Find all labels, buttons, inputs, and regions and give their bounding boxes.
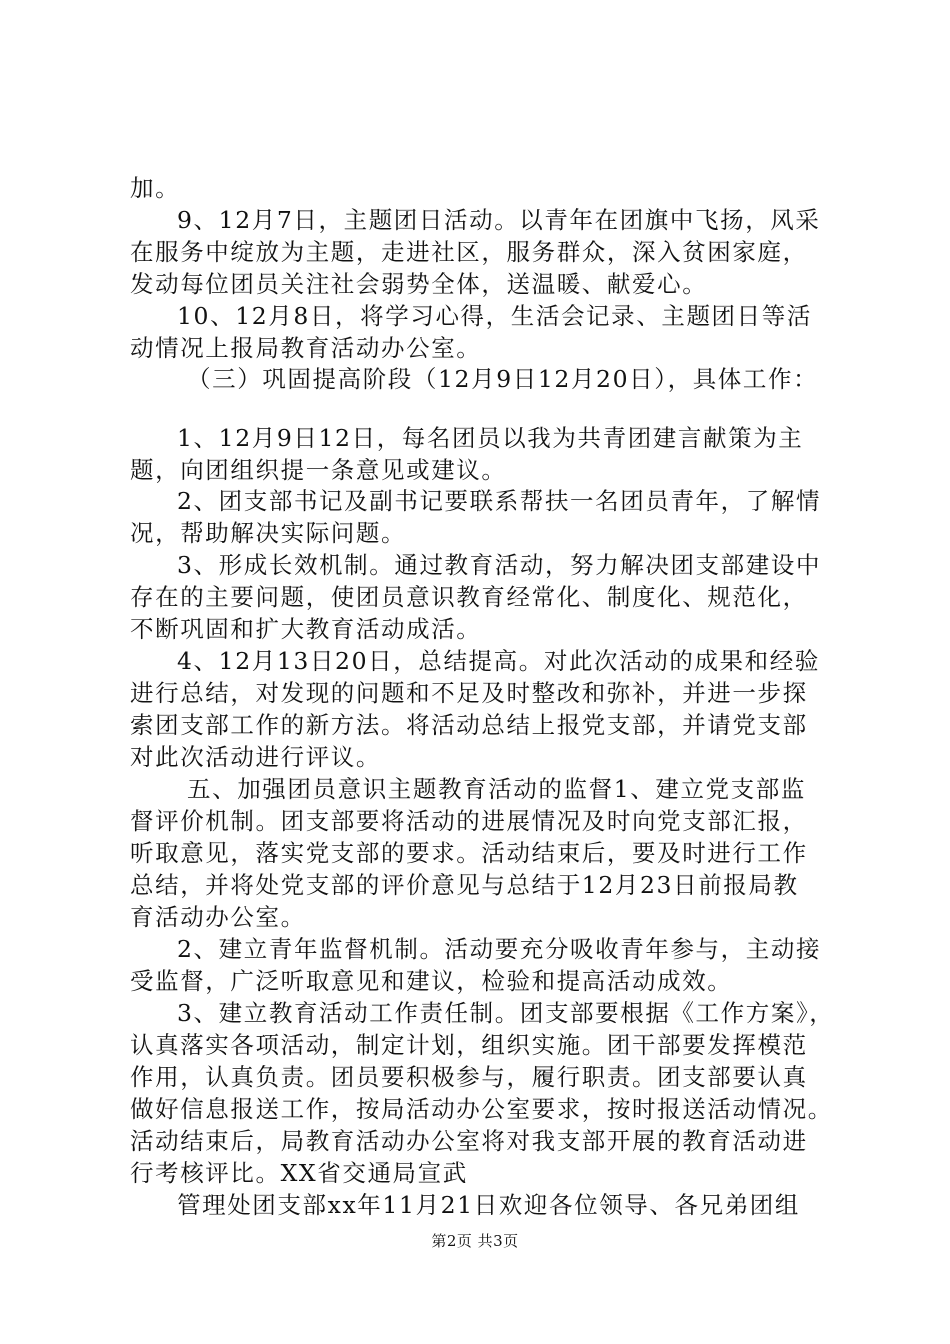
text-line-9: 题，向团组织提一条意见或建议。	[130, 456, 507, 484]
text-line-20: 督评价机制。团支部要将活动的进展情况及时向党支部汇报，	[130, 807, 808, 835]
text-line-25: 受监督，广泛听取意见和建议，检验和提高活动成效。	[130, 967, 733, 995]
text-line-4: 发动每位团员关注社会弱势全体，送温暖、献爱心。	[130, 270, 708, 298]
text-line-3: 在服务中绽放为主题，走进社区，服务群众，深入贫困家庭，	[130, 238, 808, 266]
text-line-21: 听取意见，落实党支部的要求。活动结束后，要及时进行工作	[130, 839, 808, 867]
text-line-32: 管理处团支部xx年11月21日欢迎各位领导、各兄弟团组	[177, 1191, 801, 1219]
text-line-28: 作用，认真负责。团员要积极参与，履行职责。团支部要认真	[130, 1063, 808, 1091]
text-line-18: 对此次活动进行评议。	[130, 743, 381, 771]
text-line-1: 加。	[130, 174, 181, 202]
text-line-19: 五、加强团员意识主题教育活动的监督1、建立党支部监	[187, 775, 806, 803]
text-line-13: 存在的主要问题，使团员意识教育经常化、制度化、规范化，	[130, 583, 808, 611]
text-line-17: 索团支部工作的新方法。将活动总结上报党支部，并请党支部	[130, 711, 808, 739]
text-line-16: 进行总结，对发现的问题和不足及时整改和弥补，并进一步探	[130, 679, 808, 707]
text-line-8: 1、12月9日12日，每名团员以我为共青团建言献策为主	[177, 424, 804, 452]
page-number-footer: 第2页 共3页	[431, 1232, 519, 1250]
text-line-10: 2、团支部书记及副书记要联系帮扶一名团员青年，了解情	[177, 487, 822, 515]
text-line-22: 总结，并将处党支部的评价意见与总结于12月23日前报局教	[130, 871, 799, 899]
text-line-11: 况，帮助解决实际问题。	[130, 519, 407, 547]
text-line-30: 活动结束后，局教育活动办公室将对我支部开展的教育活动进	[130, 1127, 808, 1155]
text-line-12: 3、形成长效机制。通过教育活动，努力解决团支部建设中	[177, 551, 822, 579]
text-line-27: 认真落实各项活动，制定计划，组织实施。团干部要发挥模范	[130, 1031, 808, 1059]
text-line-7: （三）巩固提高阶段（12月9日12月20日），具体工作：	[187, 365, 819, 393]
text-line-29: 做好信息报送工作，按局活动办公室要求，按时报送活动情况。	[130, 1095, 833, 1123]
text-line-23: 育活动办公室。	[130, 903, 306, 931]
text-line-15: 4、12月13日20日，总结提高。对此次活动的成果和经验	[177, 647, 820, 675]
text-line-2: 9、12月7日，主题团日活动。以青年在团旗中飞扬，风采	[177, 206, 821, 234]
text-line-14: 不断巩固和扩大教育活动成活。	[130, 615, 482, 643]
text-line-26: 3、建立教育活动工作责任制。团支部要根据《工作方案》，	[177, 999, 835, 1027]
text-line-24: 2、建立青年监督机制。活动要充分吸收青年参与，主动接	[177, 935, 822, 963]
text-line-31: 行考核评比。XX省交通局宣武	[130, 1159, 468, 1187]
text-line-5: 10、12月8日，将学习心得，生活会记录、主题团日等活	[177, 302, 812, 330]
text-line-6: 动情况上报局教育活动办公室。	[130, 334, 482, 362]
